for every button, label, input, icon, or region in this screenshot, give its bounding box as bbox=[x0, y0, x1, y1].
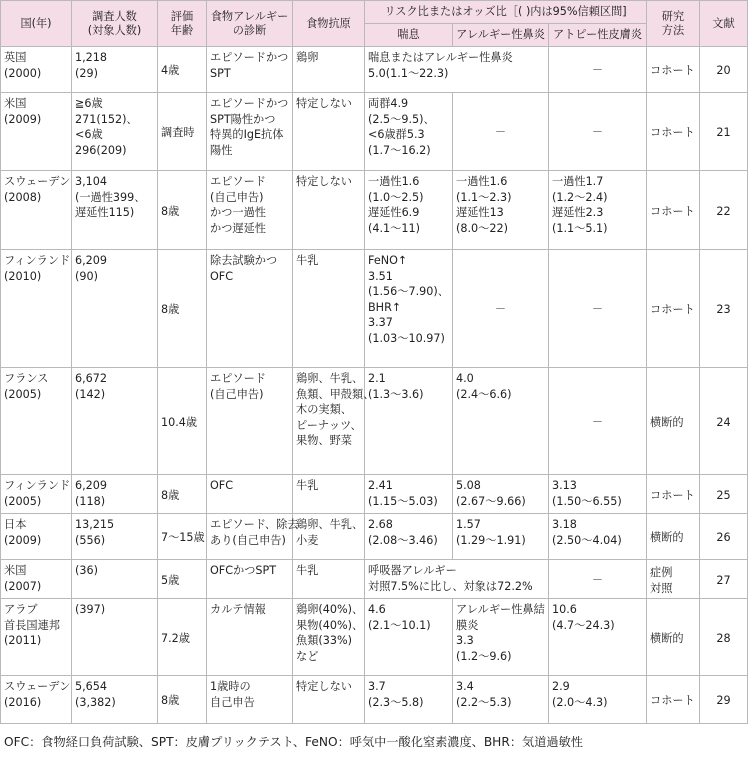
ref-cell: 27 bbox=[700, 560, 748, 599]
antigen-cell: 牛乳 bbox=[293, 250, 365, 368]
header-asthma: 喘息 bbox=[365, 24, 453, 47]
diagnosis-cell: エピソード、除去 あり(自己申告) bbox=[207, 514, 293, 560]
antigen-cell: 牛乳 bbox=[293, 560, 365, 599]
country-cell: フィンランド (2010) bbox=[1, 250, 72, 368]
antigen-cell: 特定しない bbox=[293, 171, 365, 250]
diagnosis-cell: エピソードかつ SPT陽性かつ 特異的IgE抗体 陽性 bbox=[207, 93, 293, 171]
atopic-cell: － bbox=[549, 560, 647, 599]
rhinitis-cell: 1.57 (1.29～1.91) bbox=[453, 514, 549, 560]
subjects-cell: 6,209 (90) bbox=[72, 250, 158, 368]
table-row bbox=[1, 93, 748, 171]
study-cell: コホート bbox=[647, 93, 700, 171]
ref-cell: 20 bbox=[700, 47, 748, 93]
study-cell: 横断的 bbox=[647, 368, 700, 475]
country-cell: フィンランド (2005) bbox=[1, 475, 72, 514]
diagnosis-cell: 除去試験かつ OFC bbox=[207, 250, 293, 368]
header-rhinitis: アレルギー性鼻炎 bbox=[453, 24, 549, 47]
antigen-cell: 鶏卵、牛乳、 小麦 bbox=[293, 514, 365, 560]
subjects-cell: 3,104 (一過性399、 遅延性115) bbox=[72, 171, 158, 250]
diagnosis-cell: エピソードかつ SPT bbox=[207, 47, 293, 93]
ref-cell: 23 bbox=[700, 250, 748, 368]
study-cell: 症例 対照 bbox=[647, 560, 700, 599]
footnote: OFC：食物経口負荷試験、SPT：皮膚プリックテスト、FeNO：呼気中一酸化窒素濃度、BHR：気道過敏性 bbox=[4, 735, 583, 749]
atopic-cell: － bbox=[549, 93, 647, 171]
header-study: 研究 方法 bbox=[647, 1, 700, 47]
country-cell: 米国 (2007) bbox=[1, 560, 72, 599]
country-cell: アラブ 首長国連邦 (2011) bbox=[1, 599, 72, 676]
country-cell: スウェーデン (2008) bbox=[1, 171, 72, 250]
table-row bbox=[1, 368, 748, 475]
header-risk-group: リスク比またはオッズ比［( )内は95%信頼区間] bbox=[365, 1, 647, 24]
table-row bbox=[1, 171, 748, 250]
asthma-cell: 2.41 (1.15～5.03) bbox=[365, 475, 453, 514]
age-cell: 10.4歳 bbox=[158, 368, 207, 475]
atopic-cell: 一過性1.7 (1.2～2.4) 遅延性2.3 (1.1～5.1) bbox=[549, 171, 647, 250]
diagnosis-cell: カルテ情報 bbox=[207, 599, 293, 676]
atopic-cell: － bbox=[549, 250, 647, 368]
ref-cell: 26 bbox=[700, 514, 748, 560]
header-ref: 文献 bbox=[700, 1, 748, 47]
diagnosis-cell: OFCかつSPT bbox=[207, 560, 293, 599]
asthma-cell: 2.68 (2.08～3.46) bbox=[365, 514, 453, 560]
rhinitis-cell: － bbox=[453, 250, 549, 368]
header-age: 評価 年齢 bbox=[158, 1, 207, 47]
age-cell: 5歳 bbox=[158, 560, 207, 599]
header-subjects: 調査人数 (対象人数) bbox=[72, 1, 158, 47]
table-row bbox=[1, 514, 748, 560]
age-cell: 8歳 bbox=[158, 250, 207, 368]
asthma-cell: 一過性1.6 (1.0～2.5) 遅延性6.9 (4.1～11) bbox=[365, 171, 453, 250]
age-cell: 7～15歳 bbox=[158, 514, 207, 560]
table-row bbox=[1, 560, 748, 599]
subjects-cell: 6,672 (142) bbox=[72, 368, 158, 475]
atopic-cell: － bbox=[549, 368, 647, 475]
ref-cell: 25 bbox=[700, 475, 748, 514]
antigen-cell: 鶏卵、牛乳、 魚類、甲殻類、 木の実類、 ピーナッツ、 果物、野菜 bbox=[293, 368, 365, 475]
antigen-cell: 牛乳 bbox=[293, 475, 365, 514]
age-cell: 8歳 bbox=[158, 475, 207, 514]
age-cell: 調査時 bbox=[158, 93, 207, 171]
antigen-cell: 特定しない bbox=[293, 676, 365, 724]
age-cell: 8歳 bbox=[158, 676, 207, 724]
asthma-rhinitis-cell: 呼吸器アレルギー 対照7.5%に比し、対象は72.2% bbox=[365, 560, 549, 599]
diagnosis-cell: エピソード (自己申告) bbox=[207, 368, 293, 475]
table-row bbox=[1, 475, 748, 514]
subjects-cell: 1,218 (29) bbox=[72, 47, 158, 93]
asthma-cell: 4.6 (2.1～10.1) bbox=[365, 599, 453, 676]
study-cell: コホート bbox=[647, 171, 700, 250]
rhinitis-cell: 一過性1.6 (1.1～2.3) 遅延性13 (8.0～22) bbox=[453, 171, 549, 250]
rhinitis-cell: 3.4 (2.2～5.3) bbox=[453, 676, 549, 724]
subjects-cell: 13,215 (556) bbox=[72, 514, 158, 560]
country-cell: フランス (2005) bbox=[1, 368, 72, 475]
header-atopic: アトピー性皮膚炎 bbox=[549, 24, 647, 47]
rhinitis-cell: － bbox=[453, 93, 549, 171]
asthma-cell: FeNO↑ 3.51 (1.56～7.90)、 BHR↑ 3.37 (1.03～10.97) bbox=[365, 250, 453, 368]
diagnosis-cell: エピソード (自己申告) かつ一過性 かつ遅延性 bbox=[207, 171, 293, 250]
asthma-cell: 両群4.9 (2.5～9.5)、 <6歳群5.3 (1.7～16.2) bbox=[365, 93, 453, 171]
atopic-cell: 2.9 (2.0～4.3) bbox=[549, 676, 647, 724]
ref-cell: 22 bbox=[700, 171, 748, 250]
table-row bbox=[1, 250, 748, 368]
study-cell: コホート bbox=[647, 475, 700, 514]
ref-cell: 29 bbox=[700, 676, 748, 724]
country-cell: 英国 (2000) bbox=[1, 47, 72, 93]
subjects-cell: 5,654 (3,382) bbox=[72, 676, 158, 724]
study-cell: コホート bbox=[647, 47, 700, 93]
rhinitis-cell: 5.08 (2.67～9.66) bbox=[453, 475, 549, 514]
atopic-cell: 10.6 (4.7～24.3) bbox=[549, 599, 647, 676]
header-country: 国(年) bbox=[1, 1, 72, 47]
antigen-cell: 鶏卵(40%)、 果物(40%)、 魚類(33%) など bbox=[293, 599, 365, 676]
ref-cell: 24 bbox=[700, 368, 748, 475]
asthma-rhinitis-cell: 喘息またはアレルギー性鼻炎 5.0(1.1～22.3) bbox=[365, 47, 549, 93]
table-row bbox=[1, 676, 748, 724]
ref-cell: 28 bbox=[700, 599, 748, 676]
rhinitis-cell: アレルギー性鼻結 膜炎 3.3 (1.2～9.6) bbox=[453, 599, 549, 676]
antigen-cell: 特定しない bbox=[293, 93, 365, 171]
subjects-cell: (36) bbox=[72, 560, 158, 599]
diagnosis-cell: OFC bbox=[207, 475, 293, 514]
country-cell: 米国 (2009) bbox=[1, 93, 72, 171]
atopic-cell: 3.18 (2.50～4.04) bbox=[549, 514, 647, 560]
subjects-cell: ≧6歳 271(152)、 <6歳 296(209) bbox=[72, 93, 158, 171]
study-cell: コホート bbox=[647, 676, 700, 724]
atopic-cell: － bbox=[549, 47, 647, 93]
study-cell: コホート bbox=[647, 250, 700, 368]
subjects-cell: 6,209 (118) bbox=[72, 475, 158, 514]
atopic-cell: 3.13 (1.50～6.55) bbox=[549, 475, 647, 514]
table-row bbox=[1, 599, 748, 676]
ref-cell: 21 bbox=[700, 93, 748, 171]
asthma-cell: 3.7 (2.3～5.8) bbox=[365, 676, 453, 724]
country-cell: スウェーデン (2016) bbox=[1, 676, 72, 724]
rhinitis-cell: 4.0 (2.4～6.6) bbox=[453, 368, 549, 475]
asthma-cell: 2.1 (1.3～3.6) bbox=[365, 368, 453, 475]
study-cell: 横断的 bbox=[647, 514, 700, 560]
header-antigen: 食物抗原 bbox=[293, 1, 365, 47]
subjects-cell: (397) bbox=[72, 599, 158, 676]
age-cell: 7.2歳 bbox=[158, 599, 207, 676]
header-diagnosis: 食物アレルギー の診断 bbox=[207, 1, 293, 47]
antigen-cell: 鶏卵 bbox=[293, 47, 365, 93]
study-cell: 横断的 bbox=[647, 599, 700, 676]
age-cell: 8歳 bbox=[158, 171, 207, 250]
age-cell: 4歳 bbox=[158, 47, 207, 93]
diagnosis-cell: 1歳時の 自己申告 bbox=[207, 676, 293, 724]
table-row bbox=[1, 47, 748, 93]
country-cell: 日本 (2009) bbox=[1, 514, 72, 560]
